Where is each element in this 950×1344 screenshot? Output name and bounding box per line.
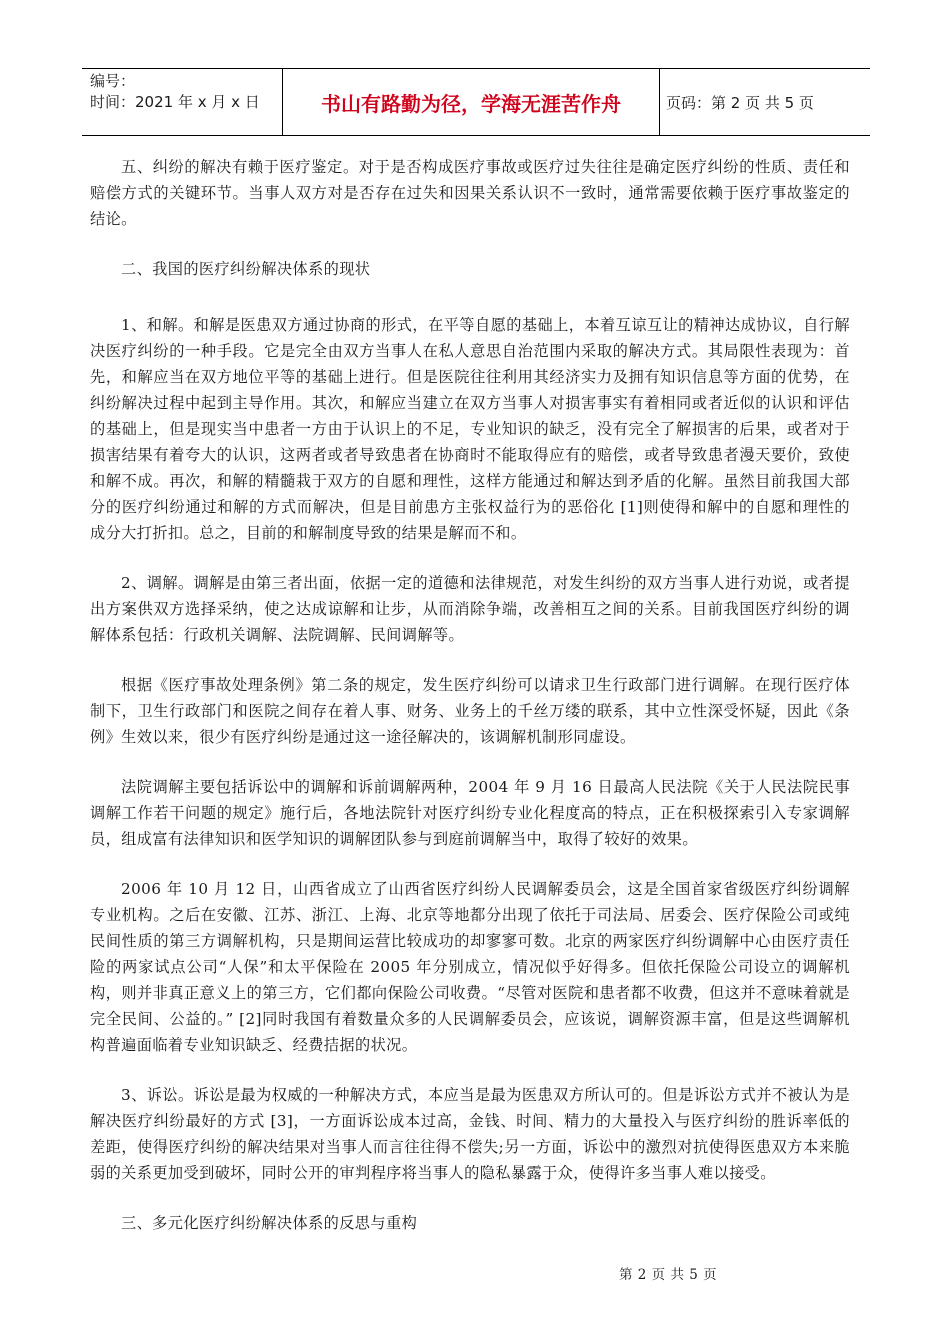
number-label: 编号： bbox=[90, 72, 136, 90]
header-meta bbox=[82, 69, 283, 135]
document-body bbox=[90, 154, 850, 1266]
paragraph-section-five: 五、纠纷的解决有赖于医疗鉴定。对于是否构成医疗事故或医疗过失往往是确定医疗纠纷的性质、责任和赔偿方式的关键环节。当事人双方对是否存在过失和因果关系认识不一致时，通常需要依赖于医疗事故鉴定的结论。 bbox=[90, 158, 850, 228]
page-footer: 第 2 页 共 5 页 bbox=[619, 1267, 718, 1283]
paragraph-litigation: 3、诉讼。诉讼是最为权威的一种解决方式，本应当是最为医患双方所认可的。但是诉讼方式并不被认为是解决医疗纠纷最好的方式 [3]，一方面诉讼成本过高，金钱、时间、精力的大量投入与医疗纠纷的胜诉率低的差距，使得医疗纠纷的解决结果对当事人而言往往得不偿失;另一方面，诉讼中的激烈对抗使得医患双方本来脆弱的关系更加受到破坏，同时公开的审判程序将当事人的隐私暴露于众，使得许多当事人难以接受。 bbox=[90, 1086, 850, 1182]
document-header bbox=[82, 68, 870, 136]
header-motto: 书山有路勤为径，学海无涯苦作舟 bbox=[283, 69, 660, 135]
time-label: 时间：2021 年 x 月 x 日 bbox=[90, 93, 260, 111]
paragraph-reconciliation: 1、和解。和解是医患双方通过协商的形式，在平等自愿的基础上，本着互谅互让的精神达成协议，自行解决医疗纠纷的一种手段。它是完全由双方当事人在私人意思自治范围内采取的解决方式。其局限性表现为：首先，和解应当在双方地位平等的基础上进行。但是医院往往利用其经济实力及拥有知识信息等方面的优势，在纠纷解决过程中起到主导作用。其次，和解应当建立在双方当事人对损害事实有着相同或者近似的认识和评估的基础上，但是现实当中患者一方由于认识上的不足，专业知识的缺乏，没有完全了解损害的后果，或者对于损害结果有着夸大的认识，这两者或者导致患者在协商时不能取得应有的赔偿，或者导致患者漫天要价，致使和解不成。再次，和解的精髓栽于双方的自愿和理性，这样方能通过和解达到矛盾的化解。虽然目前我国大部分的医疗纠纷通过和解的方式而解决，但是目前患方主张权益行为的恶俗化 [1]则使得和解中的自愿和理性的成分大打折扣。总之，目前的和解制度导致的结果是解而不和。 bbox=[90, 316, 850, 542]
section-heading-reflection: 三、多元化医疗纠纷解决体系的反思与重构 bbox=[121, 1214, 418, 1232]
paragraph-administrative-mediation: 根据《医疗事故处理条例》第二条的规定，发生医疗纠纷可以请求卫生行政部门进行调解。在现行医疗体制下，卫生行政部门和医院之间存在着人事、财务、业务上的千丝万缕的联系，其中立性深受怀疑，因此《条例》生效以来，很少有医疗纠纷是通过这一途径解决的，该调解机制形同虚设。 bbox=[90, 676, 850, 746]
paragraph-court-mediation: 法院调解主要包括诉讼中的调解和诉前调解两种，2004 年 9 月 16 日最高人民法院《关于人民法院民事调解工作若干问题的规定》施行后，各地法院针对医疗纠纷专业化程度高的特点，正在积极探索引入专家调解员，组成富有法律知识和医学知识的调解团队参与到庭前调解当中，取得了较好的效果。 bbox=[90, 778, 850, 848]
paragraph-mediation: 2、调解。调解是由第三者出面，依据一定的道德和法律规范，对发生纠纷的双方当事人进行劝说，或者提出方案供双方选择采纳，使之达成谅解和让步，从而消除争端，改善相互之间的关系。目前我国医疗纠纷的调解体系包括：行政机关调解、法院调解、民间调解等。 bbox=[90, 574, 850, 644]
header-page-info: 页码：第 2 页 共 5 页 bbox=[666, 93, 814, 112]
paragraph-peoples-mediation: 2006 年 10 月 12 日，山西省成立了山西省医疗纠纷人民调解委员会，这是全国首家省级医疗纠纷调解专业机构。之后在安徽、江苏、浙江、上海、北京等地都分出现了依托于司法局、居委会、医疗保险公司或纯民间性质的第三方调解机构，只是期间运营比较成功的却寥寥可数。北京的两家医疗纠纷调解中心由医疗责任险的两家试点公司“人保”和太平保险在 2005 年分别成立，情况似乎好得多。但依托保险公司设立的调解机构，则并非真正意义上的第三方，它们都向保险公司收费。“尽管对医院和患者都不收费，但这并不意味着就是完全民间、公益的。” [2]同时我国有着数量众多的人民调解委员会，应该说，调解资源丰富，但是这些调解机构普遍面临着专业知识缺乏、经费拮据的状况。 bbox=[90, 880, 850, 1054]
section-heading-status: 二、我国的医疗纠纷解决体系的现状 bbox=[121, 260, 371, 278]
